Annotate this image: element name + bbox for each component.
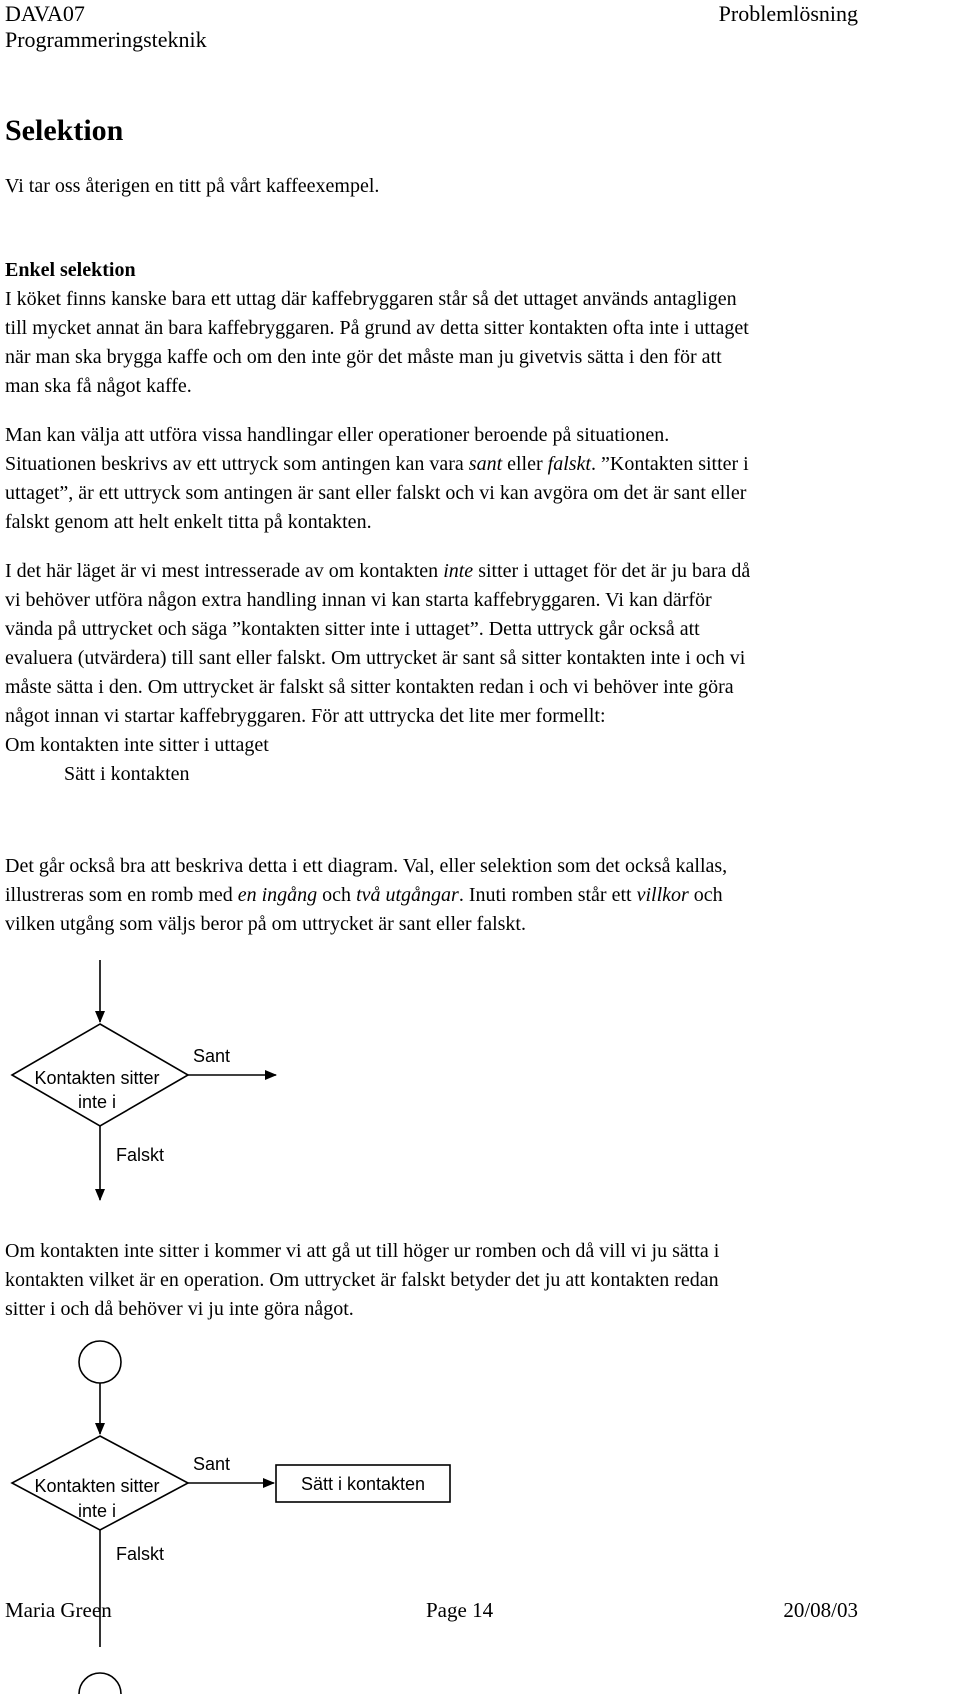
paragraph-3-line-4: evaluera (utvärdera) till sant eller falskt. Om uttrycket är sant så sitter kontakten inte i och vi	[5, 647, 746, 669]
paragraph-2-line-3: uttaget”, är ett uttryck som antingen är sant eller falskt och vi kan avgöra om det är sant eller	[5, 482, 747, 504]
paragraph-3-line-5: måste sätta i den. Om uttrycket är falskt så sitter kontakten redan i och vi behöver inte göra	[5, 676, 734, 698]
pseudocode-line-1: Om kontakten inte sitter i uttaget	[5, 734, 269, 756]
paragraph-5-line-1: Om kontakten inte sitter i kommer vi att gå ut till höger ur romben och då vill vi ju sätta i	[5, 1240, 720, 1262]
footer-page-number: Page 14	[426, 1598, 494, 1622]
condition-label-line-2: inte i	[77, 1501, 117, 1521]
start-node	[79, 1341, 121, 1383]
term-villkor: villkor	[636, 884, 689, 906]
term-tva-utgangar: två utgångar	[356, 884, 459, 906]
section-intro: Vi tar oss återigen en titt på vårt kaffeexempel.	[5, 175, 380, 197]
paragraph-2-line-4: falskt genom att helt enkelt titta på kontakten.	[5, 511, 372, 533]
paragraph-5-line-2: kontakten vilket är en operation. Om uttrycket är falskt betyder det ju att kontakten redan	[5, 1269, 719, 1291]
end-node	[79, 1673, 121, 1694]
paragraph-1-line-3: när man ska brygga kaffe och om den inte gör det måste man ju givetvis sätta i den för att	[5, 346, 722, 368]
header-course-name: Programmeringsteknik	[5, 27, 207, 52]
header-topic: Problemlösning	[718, 1, 858, 26]
true-label: Sant	[193, 1454, 231, 1474]
condition-label-line-1: Kontakten sitter	[34, 1068, 160, 1088]
paragraph-2-line-2: Situationen beskrivs av ett uttryck som antingen kan vara sant eller falskt. ”Kontakten sitter i	[5, 453, 749, 475]
true-label: Sant	[193, 1046, 231, 1066]
flowchart-selection-with-operation	[0, 1340, 470, 1570]
paragraph-3-line-6: något innan vi startar kaffebryggaren. För att uttrycka det lite mer formellt:	[5, 705, 606, 727]
footer-date: 20/08/03	[783, 1598, 858, 1622]
paragraph-3-line-1: I det här läget är vi mest intresserade av om kontakten inte sitter i uttaget för det är ju bara då	[5, 560, 751, 582]
paragraph-5-line-3: sitter i och då behöver vi ju inte göra något.	[5, 1298, 354, 1320]
paragraph-3-line-3: vända på uttrycket och säga ”kontakten sitter inte i uttaget”. Detta uttryck går också att	[5, 618, 700, 640]
paragraph-4-line-1: Det går också bra att beskriva detta i ett diagram. Val, eller selektion som det också kallas,	[5, 855, 728, 877]
paragraph-2-line-1: Man kan välja att utföra vissa handlingar eller operationer beroende på situationen.	[5, 424, 670, 446]
condition-label-line-2: inte i	[77, 1092, 117, 1112]
section-title: Selektion	[5, 114, 124, 147]
false-label: Falskt	[116, 1544, 165, 1564]
paragraph-4-line-3: vilken utgång som väljs beror på om uttrycket är sant eller falskt.	[5, 913, 526, 935]
paragraph-4-line-2: illustreras som en romb med en ingång och två utgångar. Inuti romben står ett villkor och	[5, 884, 723, 906]
term-sant: sant	[468, 453, 503, 475]
operation-label: Sätt i kontakten	[300, 1474, 426, 1494]
footer-author: Maria Green	[5, 1598, 112, 1622]
false-label: Falskt	[116, 1145, 165, 1165]
header-course-code: DAVA07	[5, 1, 85, 26]
term-en-ingang: en ingång	[237, 884, 318, 906]
paragraph-3-line-2: vi behöver utföra någon extra handling innan vi kan starta kaffebryggaren. Vi kan därför	[5, 589, 712, 611]
paragraph-1-line-1: I köket finns kanske bara ett uttag där kaffebryggaren står så det uttaget används antagligen	[5, 288, 737, 310]
paragraph-1-line-4: man ska få något kaffe.	[5, 375, 192, 397]
subsection-title: Enkel selektion	[5, 259, 136, 281]
paragraph-1-line-2: till mycket annat än bara kaffebryggaren. På grund av detta sitter kontakten ofta inte i uttaget	[5, 317, 749, 339]
pseudocode-line-2: Sätt i kontakten	[64, 763, 190, 785]
flowchart-continuation	[0, 1570, 200, 1694]
flowchart-simple-selection	[0, 960, 300, 1220]
term-inte: inte	[443, 560, 474, 582]
term-falskt: falskt	[547, 453, 591, 475]
condition-label-line-1: Kontakten sitter	[34, 1476, 160, 1496]
